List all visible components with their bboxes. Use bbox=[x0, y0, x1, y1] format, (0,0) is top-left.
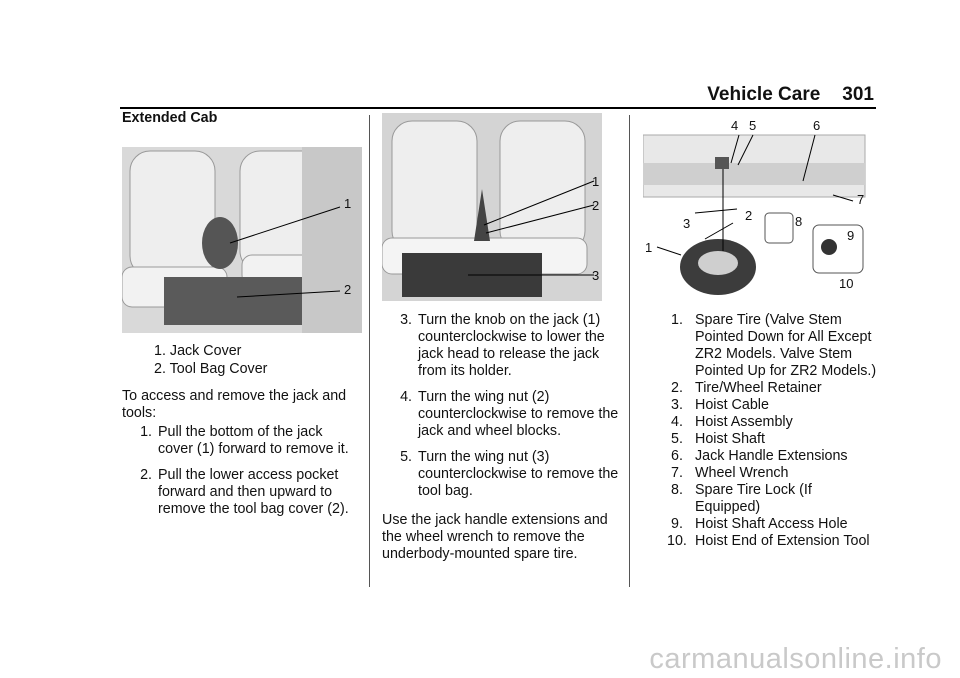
callout-1: 1 bbox=[645, 240, 653, 255]
spare-tire-illustration bbox=[643, 115, 875, 301]
column-3 bbox=[643, 110, 883, 550]
legend-item: 6. Jack Handle Extensions bbox=[671, 448, 848, 464]
callout-6: 6 bbox=[813, 118, 821, 133]
step-item: 1. Pull the bottom of the jack cover (1) forward to remove it. bbox=[140, 424, 349, 457]
legend-item: 7. Wheel Wrench bbox=[671, 465, 789, 481]
subhead: Extended Cab bbox=[122, 110, 218, 126]
page-header bbox=[707, 84, 874, 106]
callout-1: 1 bbox=[592, 174, 600, 189]
spare-tire-figure bbox=[643, 115, 875, 301]
seat-illustration bbox=[122, 147, 362, 333]
step-item: 2. Pull the lower access pocket forward and then upward to remove the tool bag cover (2). bbox=[140, 467, 349, 517]
callout-3: 3 bbox=[683, 216, 691, 231]
legend-item: 5. Hoist Shaft bbox=[671, 431, 765, 447]
jack-figure bbox=[382, 113, 602, 301]
callout-2: 2 bbox=[745, 208, 753, 223]
legend-item: 10. Hoist End of Extension Tool bbox=[667, 533, 870, 549]
callout-9: 9 bbox=[847, 228, 855, 243]
intro-paragraph: To access and remove the jack and tools: bbox=[122, 388, 347, 421]
callout-2: 2 bbox=[592, 198, 600, 213]
callout-5: 5 bbox=[749, 118, 757, 133]
legend-item: 9. Hoist Shaft Access Hole bbox=[671, 516, 848, 532]
jack-cover-figure bbox=[122, 147, 362, 333]
page-number: 301 bbox=[842, 84, 874, 105]
jack-illustration bbox=[382, 113, 602, 301]
callout-10: 10 bbox=[839, 276, 854, 291]
callout-3: 3 bbox=[592, 268, 600, 283]
legend-item: 1. Spare Tire (Valve Stem Pointed Down for All Except ZR2 Models. Valve Stem Pointed Up for ZR2 Models.) bbox=[671, 312, 877, 379]
callout-7: 7 bbox=[857, 192, 865, 207]
callout-4: 4 bbox=[731, 118, 739, 133]
legend-item: 4. Hoist Assembly bbox=[671, 414, 793, 430]
section-title: Vehicle Care bbox=[707, 84, 821, 105]
step-item: 4. Turn the wing nut (2) counterclockwise to remove the jack and wheel blocks. bbox=[400, 389, 619, 439]
header-rule bbox=[120, 107, 876, 109]
caption-item: 2. Tool Bag Cover bbox=[154, 361, 268, 377]
outro-paragraph: Use the jack handle extensions and the wheel wrench to remove the underbody-mounted spare tire. bbox=[382, 512, 608, 562]
step-item: 3. Turn the knob on the jack (1) counterclockwise to lower the jack head to release the jack from its holder. bbox=[400, 312, 605, 379]
legend-item: 2. Tire/Wheel Retainer bbox=[671, 380, 822, 396]
callout-1: 1 bbox=[344, 196, 352, 211]
column-1 bbox=[122, 110, 360, 518]
figure-captions bbox=[122, 343, 360, 378]
figure-legend bbox=[643, 312, 879, 550]
watermark: carmanualsonline.info bbox=[649, 643, 942, 675]
legend-item: 3. Hoist Cable bbox=[671, 397, 769, 413]
callout-2: 2 bbox=[344, 282, 352, 297]
step-item: 5. Turn the wing nut (3) counterclockwise to remove the tool bag. bbox=[400, 449, 619, 499]
column-divider bbox=[629, 115, 630, 587]
column-2 bbox=[382, 110, 622, 563]
callout-8: 8 bbox=[795, 214, 803, 229]
column-divider bbox=[369, 115, 370, 587]
caption-item: 1. Jack Cover bbox=[154, 343, 242, 359]
legend-item: 8. Spare Tire Lock (If Equipped) bbox=[671, 482, 812, 515]
